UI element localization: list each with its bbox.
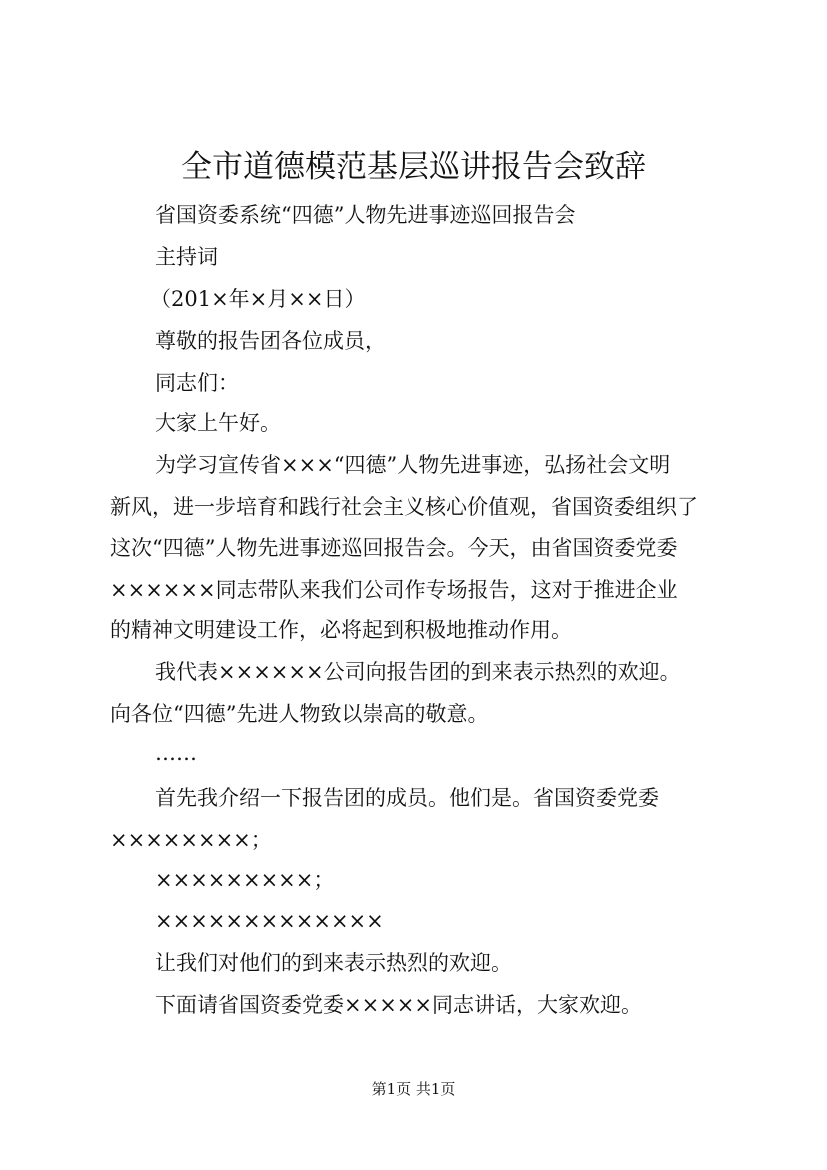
body-line: ××××××××； [110, 828, 272, 852]
body-line: 首先我介绍一下报告团的成员。他们是。省国资委党委 [155, 786, 659, 810]
body-line: ××××××××××××× [155, 909, 384, 933]
body-line: 的精神文明建设工作，必将起到积极地推动作用。 [110, 618, 572, 642]
body-line: 新风，进一步培育和践行社会主义核心价值观，省国资委组织了 [110, 495, 698, 519]
date-line: （201×年×月××日） [150, 287, 366, 311]
salutation-line: 同志们： [155, 371, 239, 395]
body-line: 我代表××××××公司向报告团的到来表示热烈的欢迎。 [155, 660, 681, 684]
ellipsis-line: …… [155, 741, 197, 765]
body-line: 为学习宣传省×××“四德”人物先进事迹，弘扬社会文明 [155, 453, 671, 477]
page-number-footer: 第1页 共1页 [371, 1080, 456, 1098]
subtitle-line: 主持词 [155, 245, 218, 269]
greeting-line: 大家上午好。 [155, 411, 281, 435]
body-line: 下面请省国资委党委×××××同志讲话，大家欢迎。 [155, 993, 642, 1017]
subtitle-line: 省国资委系统“四德”人物先进事迹巡回报告会 [155, 203, 576, 227]
body-line: 向各位“四德”先进人物致以崇高的敬意。 [110, 702, 489, 726]
body-line: 这次“四德”人物先进事迹巡回报告会。今天，由省国资委党委 [110, 536, 678, 560]
document-title: 全市道德模范基层巡讲报告会致辞 [181, 149, 646, 185]
body-line: 让我们对他们的到来表示热烈的欢迎。 [155, 951, 512, 975]
salutation-line: 尊敬的报告团各位成员， [155, 329, 386, 353]
body-line: ×××××××××； [155, 868, 335, 892]
body-line: ××××××同志带队来我们公司作专场报告，这对于推进企业 [110, 578, 678, 602]
